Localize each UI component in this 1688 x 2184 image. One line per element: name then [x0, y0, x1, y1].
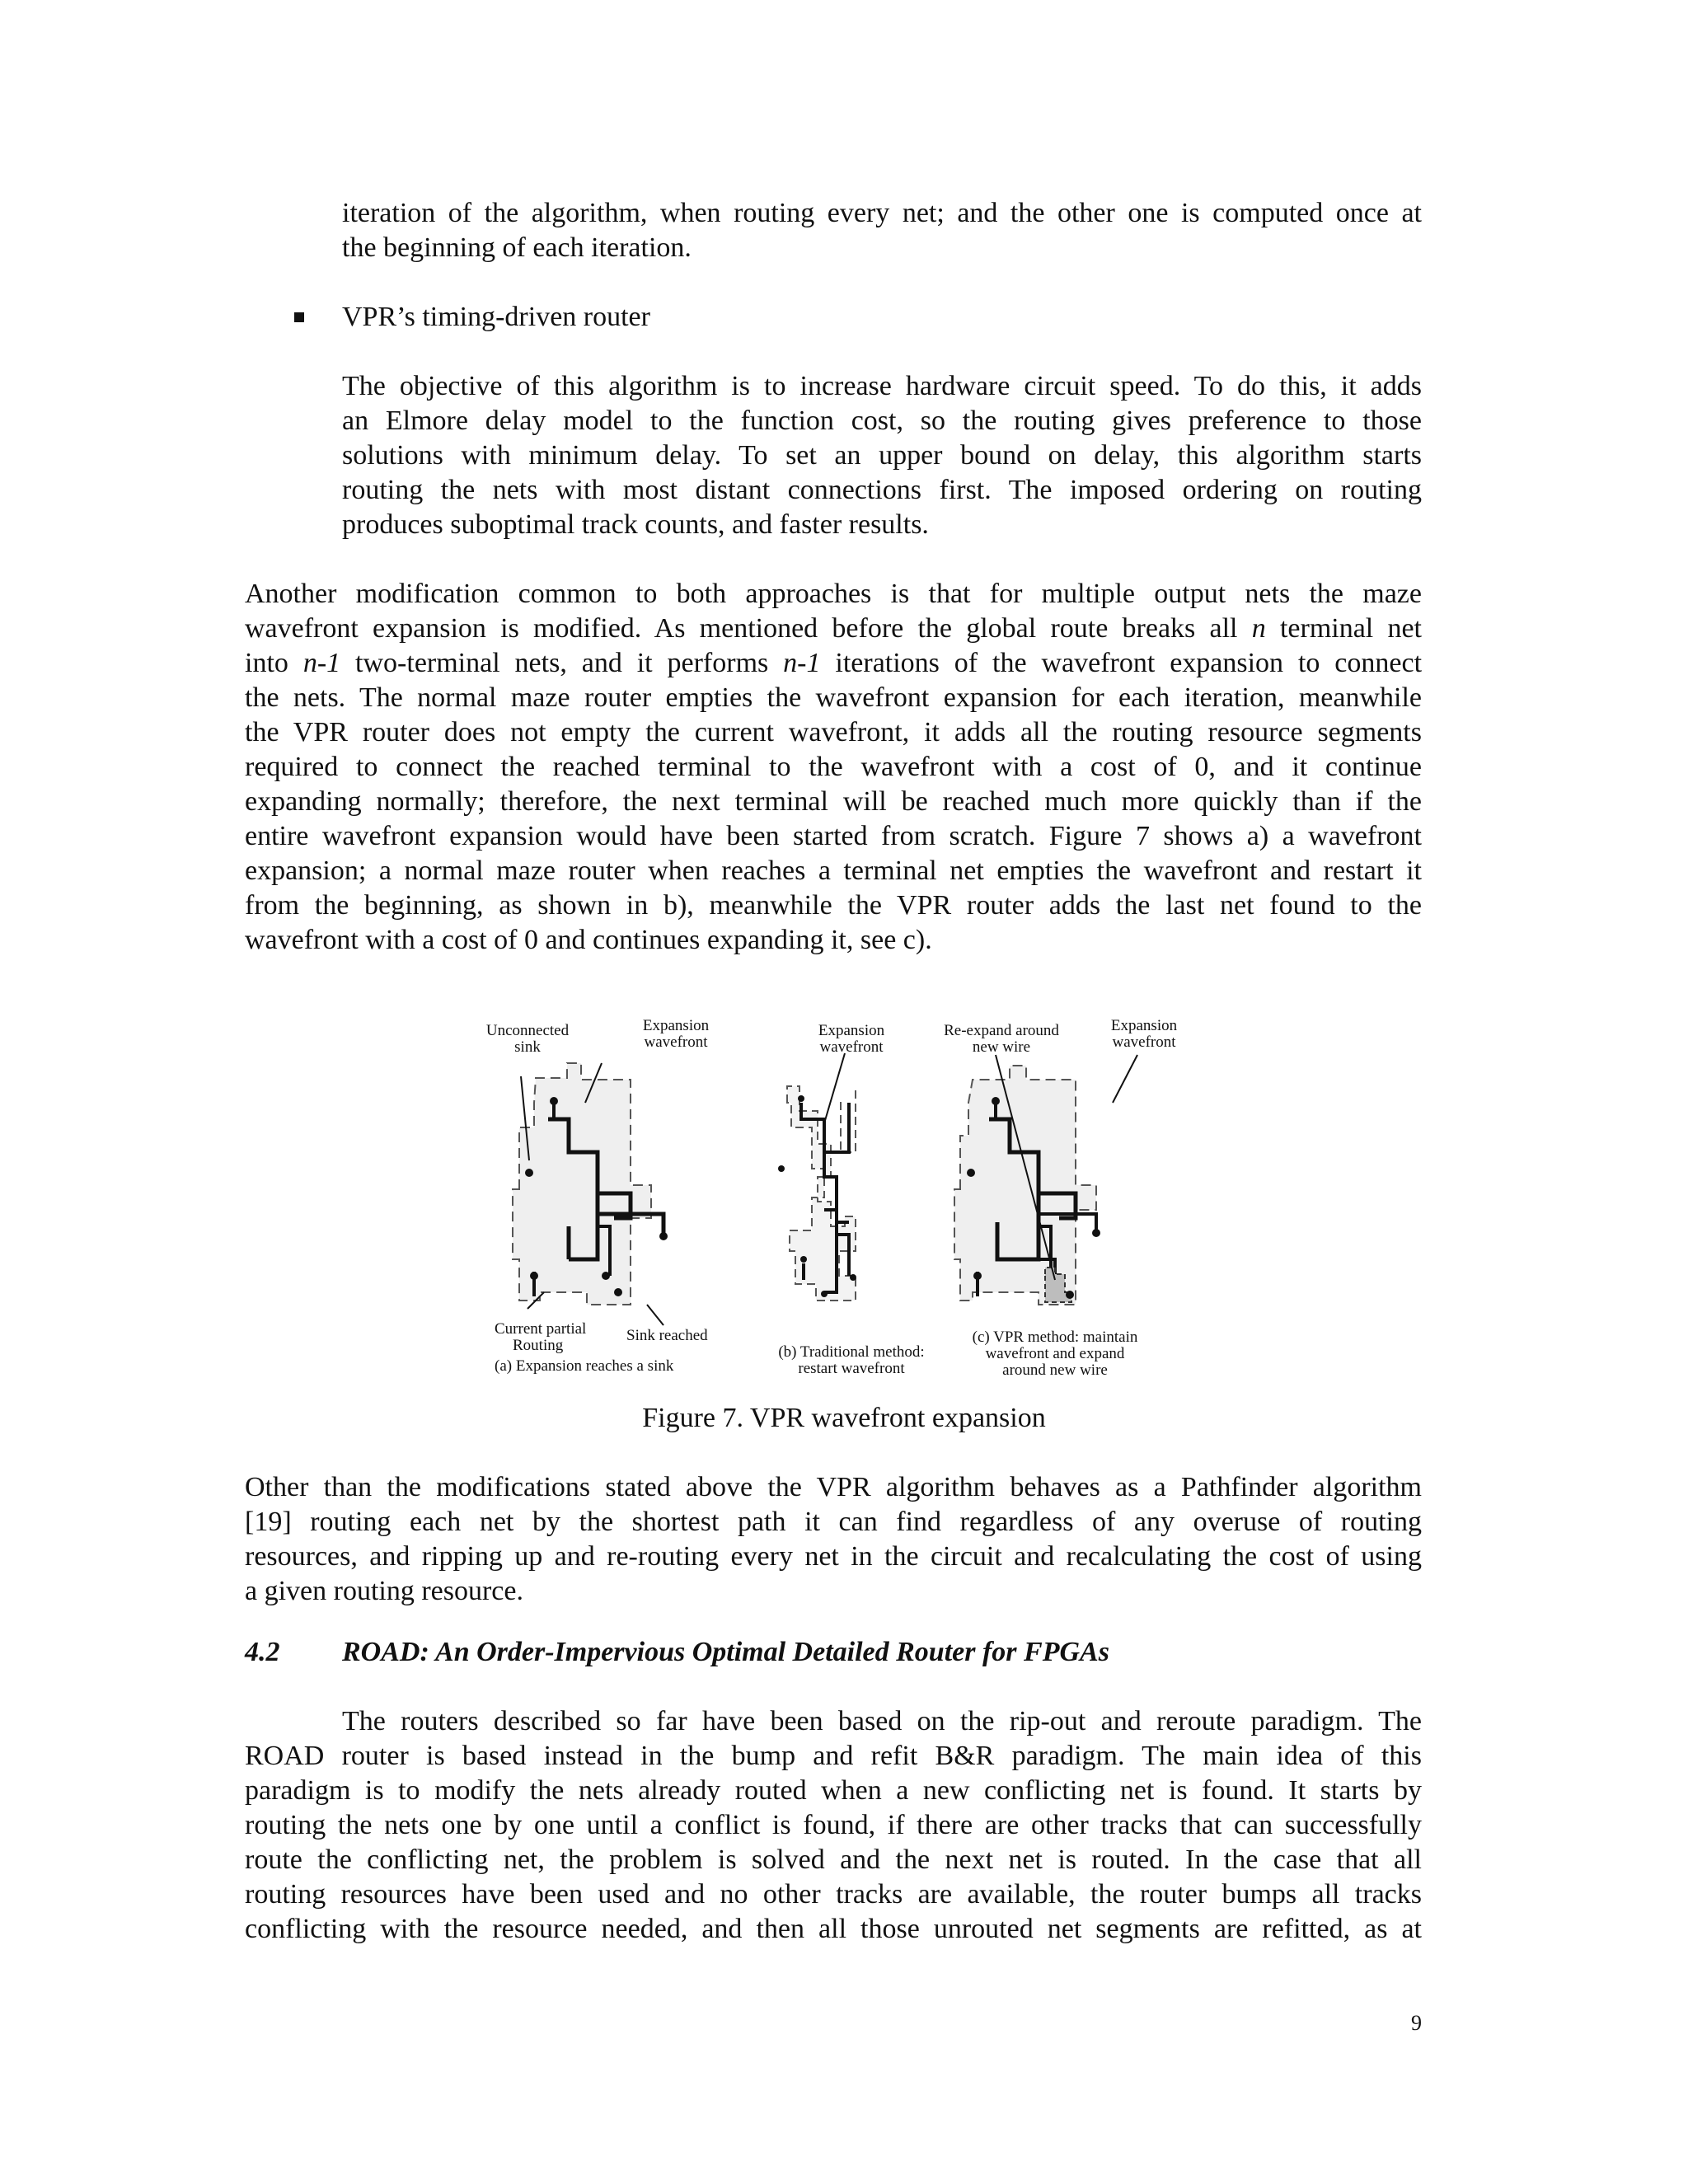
wavefront-region — [513, 1063, 651, 1305]
terminal-dot — [973, 1272, 982, 1280]
caption-panel-b-line2: restart wavefront — [798, 1360, 905, 1377]
text-fragment: terminal net — [1279, 613, 1422, 644]
text-fragment: two-terminal nets, and it performs — [355, 648, 769, 678]
label-new-wire: new wire — [972, 1038, 1031, 1056]
bullet-label: VPR’s timing-driven router — [342, 302, 650, 332]
text-line: The routers described so far have been based on the rip-out and reroute paradigm. The — [342, 1706, 1422, 1736]
terminal-dot — [821, 1291, 828, 1297]
terminal-dot — [992, 1097, 1000, 1105]
text-line: entire wavefront expansion would have been started from scratch. Figure 7 shows a) a wavefront — [245, 821, 1422, 851]
section-number: 4.2 — [245, 1637, 280, 1667]
text-fragment: into — [245, 648, 288, 678]
label-current-partial: Current partial — [495, 1320, 587, 1338]
text-line: expansion; a normal maze router when reaches a terminal net empties the wavefront and restart it — [245, 855, 1422, 886]
label-expansion: Expansion — [642, 1017, 710, 1034]
italic-n-minus-1: n-1 — [302, 648, 341, 678]
terminal-dot — [525, 1169, 533, 1177]
paragraph-road — [245, 1704, 1422, 1947]
label-sink-reached: Sink reached — [626, 1327, 708, 1344]
wavefront-region — [837, 1090, 856, 1152]
paragraph-other-than — [245, 1470, 1422, 1609]
caption-panel-a: (a) Expansion reaches a sink — [495, 1357, 674, 1375]
text-line: the nets. The normal maze router empties the wavefront expansion for each iteration, meanwhile — [245, 682, 1422, 713]
figure-caption: Figure 7. VPR wavefront expansion — [642, 1403, 1046, 1433]
text-line: route the conflicting net, the problem is solved and the next net is routed. In the case that all — [245, 1844, 1422, 1875]
wavefront-region — [954, 1066, 1096, 1305]
text-line: Another modification common to both approaches is that for multiple output nets the maze — [245, 579, 1422, 609]
figure-panel-a — [486, 1017, 710, 1375]
text-line: routing resources have been used and no other tracks are available, the router bumps all tracks — [245, 1879, 1422, 1910]
caption-panel-c-line3: around new wire — [1002, 1361, 1108, 1379]
pointer-arrow — [824, 1053, 845, 1123]
text-line — [245, 612, 1422, 646]
paragraph-continuation — [342, 196, 1422, 265]
terminal-dot — [1066, 1291, 1074, 1299]
caption-panel-c: (c) VPR method: maintain — [972, 1329, 1138, 1346]
text-line: resources, and ripping up and re-routing every net in the circuit and recalculating the cost of using — [245, 1541, 1422, 1572]
terminal-dot — [1092, 1229, 1100, 1237]
terminal-dot — [800, 1256, 807, 1263]
text-line: The objective of this algorithm is to increase hardware circuit speed. To do this, it adds — [342, 371, 1422, 401]
text-line — [245, 646, 1422, 681]
text-line: routing the nets with most distant connections first. The imposed ordering on routing — [342, 475, 1422, 505]
label-re-expand: Re-expand around — [944, 1022, 1059, 1039]
text-line: routing the nets one by one until a conflict is found, if there are other tracks that can successfully — [245, 1810, 1422, 1840]
text-line: an Elmore delay model to the function cost, so the routing gives preference to those — [342, 405, 1422, 436]
label-wavefront: wavefront — [819, 1038, 884, 1056]
text-line: wavefront with a cost of 0 and continues expanding it, see c). — [245, 925, 932, 955]
text-line: the VPR router does not empty the current wavefront, it adds all the routing resource segments — [245, 717, 1422, 748]
label-unconnected: Unconnected — [485, 1022, 570, 1039]
terminal-dot — [550, 1097, 558, 1105]
text-line: produces suboptimal track counts, and faster results. — [342, 509, 929, 540]
text-line: paradigm is to modify the nets already routed when a new conflicting net is found. It starts by — [245, 1775, 1422, 1806]
text-line: a given routing resource. — [245, 1576, 523, 1606]
italic-n-minus-1: n-1 — [783, 648, 821, 678]
text-fragment: wavefront expansion is modified. As mentioned before the global route breaks all — [245, 613, 1238, 644]
paragraph-timing-driven — [342, 369, 1422, 542]
text-line: Other than the modifications stated above the VPR algorithm behaves as a Pathfinder algorithm — [245, 1472, 1422, 1502]
label-wavefront: wavefront — [1112, 1033, 1176, 1051]
figure-panel-c — [944, 1017, 1178, 1379]
label-expansion: Expansion — [1110, 1017, 1178, 1034]
text-line: from the beginning, as shown in b), meanwhile the VPR router adds the last net found to the — [245, 890, 1422, 921]
pointer-arrow — [1113, 1055, 1137, 1103]
section-title: ROAD: An Order-Impervious Optimal Detailed Router for FPGAs — [342, 1637, 1109, 1667]
label-sink: sink — [514, 1038, 541, 1056]
terminal-dot — [602, 1272, 610, 1280]
terminal-dot — [850, 1274, 856, 1281]
square-bullet-icon — [294, 312, 304, 322]
label-expansion: Expansion — [818, 1022, 885, 1039]
figure-vpr-wavefront — [462, 1012, 1203, 1391]
text-line: [19] routing each net by the shortest path it can find regardless of any overuse of routing — [245, 1507, 1422, 1537]
paragraph-another-modification — [245, 577, 1422, 958]
label-wavefront: wavefront — [644, 1033, 708, 1051]
terminal-dot — [798, 1095, 804, 1102]
terminal-dot — [530, 1272, 538, 1280]
italic-n: n — [1251, 613, 1266, 644]
terminal-dot — [659, 1232, 668, 1240]
terminal-dot — [778, 1165, 785, 1172]
terminal-dot — [614, 1288, 622, 1296]
text-line: required to connect the reached terminal to the wavefront with a cost of 0, and it continue — [245, 752, 1422, 782]
caption-panel-c-line2: wavefront and expand — [985, 1345, 1125, 1362]
text-line: expanding normally; therefore, the next terminal will be reached much more quickly than if the — [245, 786, 1422, 817]
label-routing: Routing — [513, 1337, 564, 1354]
text-line: ROAD router is based instead in the bump and refit B&R paradigm. The main idea of this — [245, 1741, 1422, 1771]
page-number: 9 — [1411, 2011, 1422, 2035]
text-line: iteration of the algorithm, when routing every net; and the other one is computed once at — [342, 198, 1422, 228]
terminal-dot — [967, 1169, 975, 1177]
caption-panel-b: (b) Traditional method: — [778, 1343, 925, 1361]
text-line: conflicting with the resource needed, and then all those unrouted net segments are refitted, as at — [245, 1914, 1422, 1944]
text-line: the beginning of each iteration. — [342, 232, 692, 263]
text-line: solutions with minimum delay. To set an upper bound on delay, this algorithm starts — [342, 440, 1422, 471]
figure-panel-b — [778, 1022, 925, 1377]
text-fragment: iterations of the wavefront expansion to connect — [835, 648, 1422, 678]
pointer-arrow — [647, 1305, 663, 1325]
